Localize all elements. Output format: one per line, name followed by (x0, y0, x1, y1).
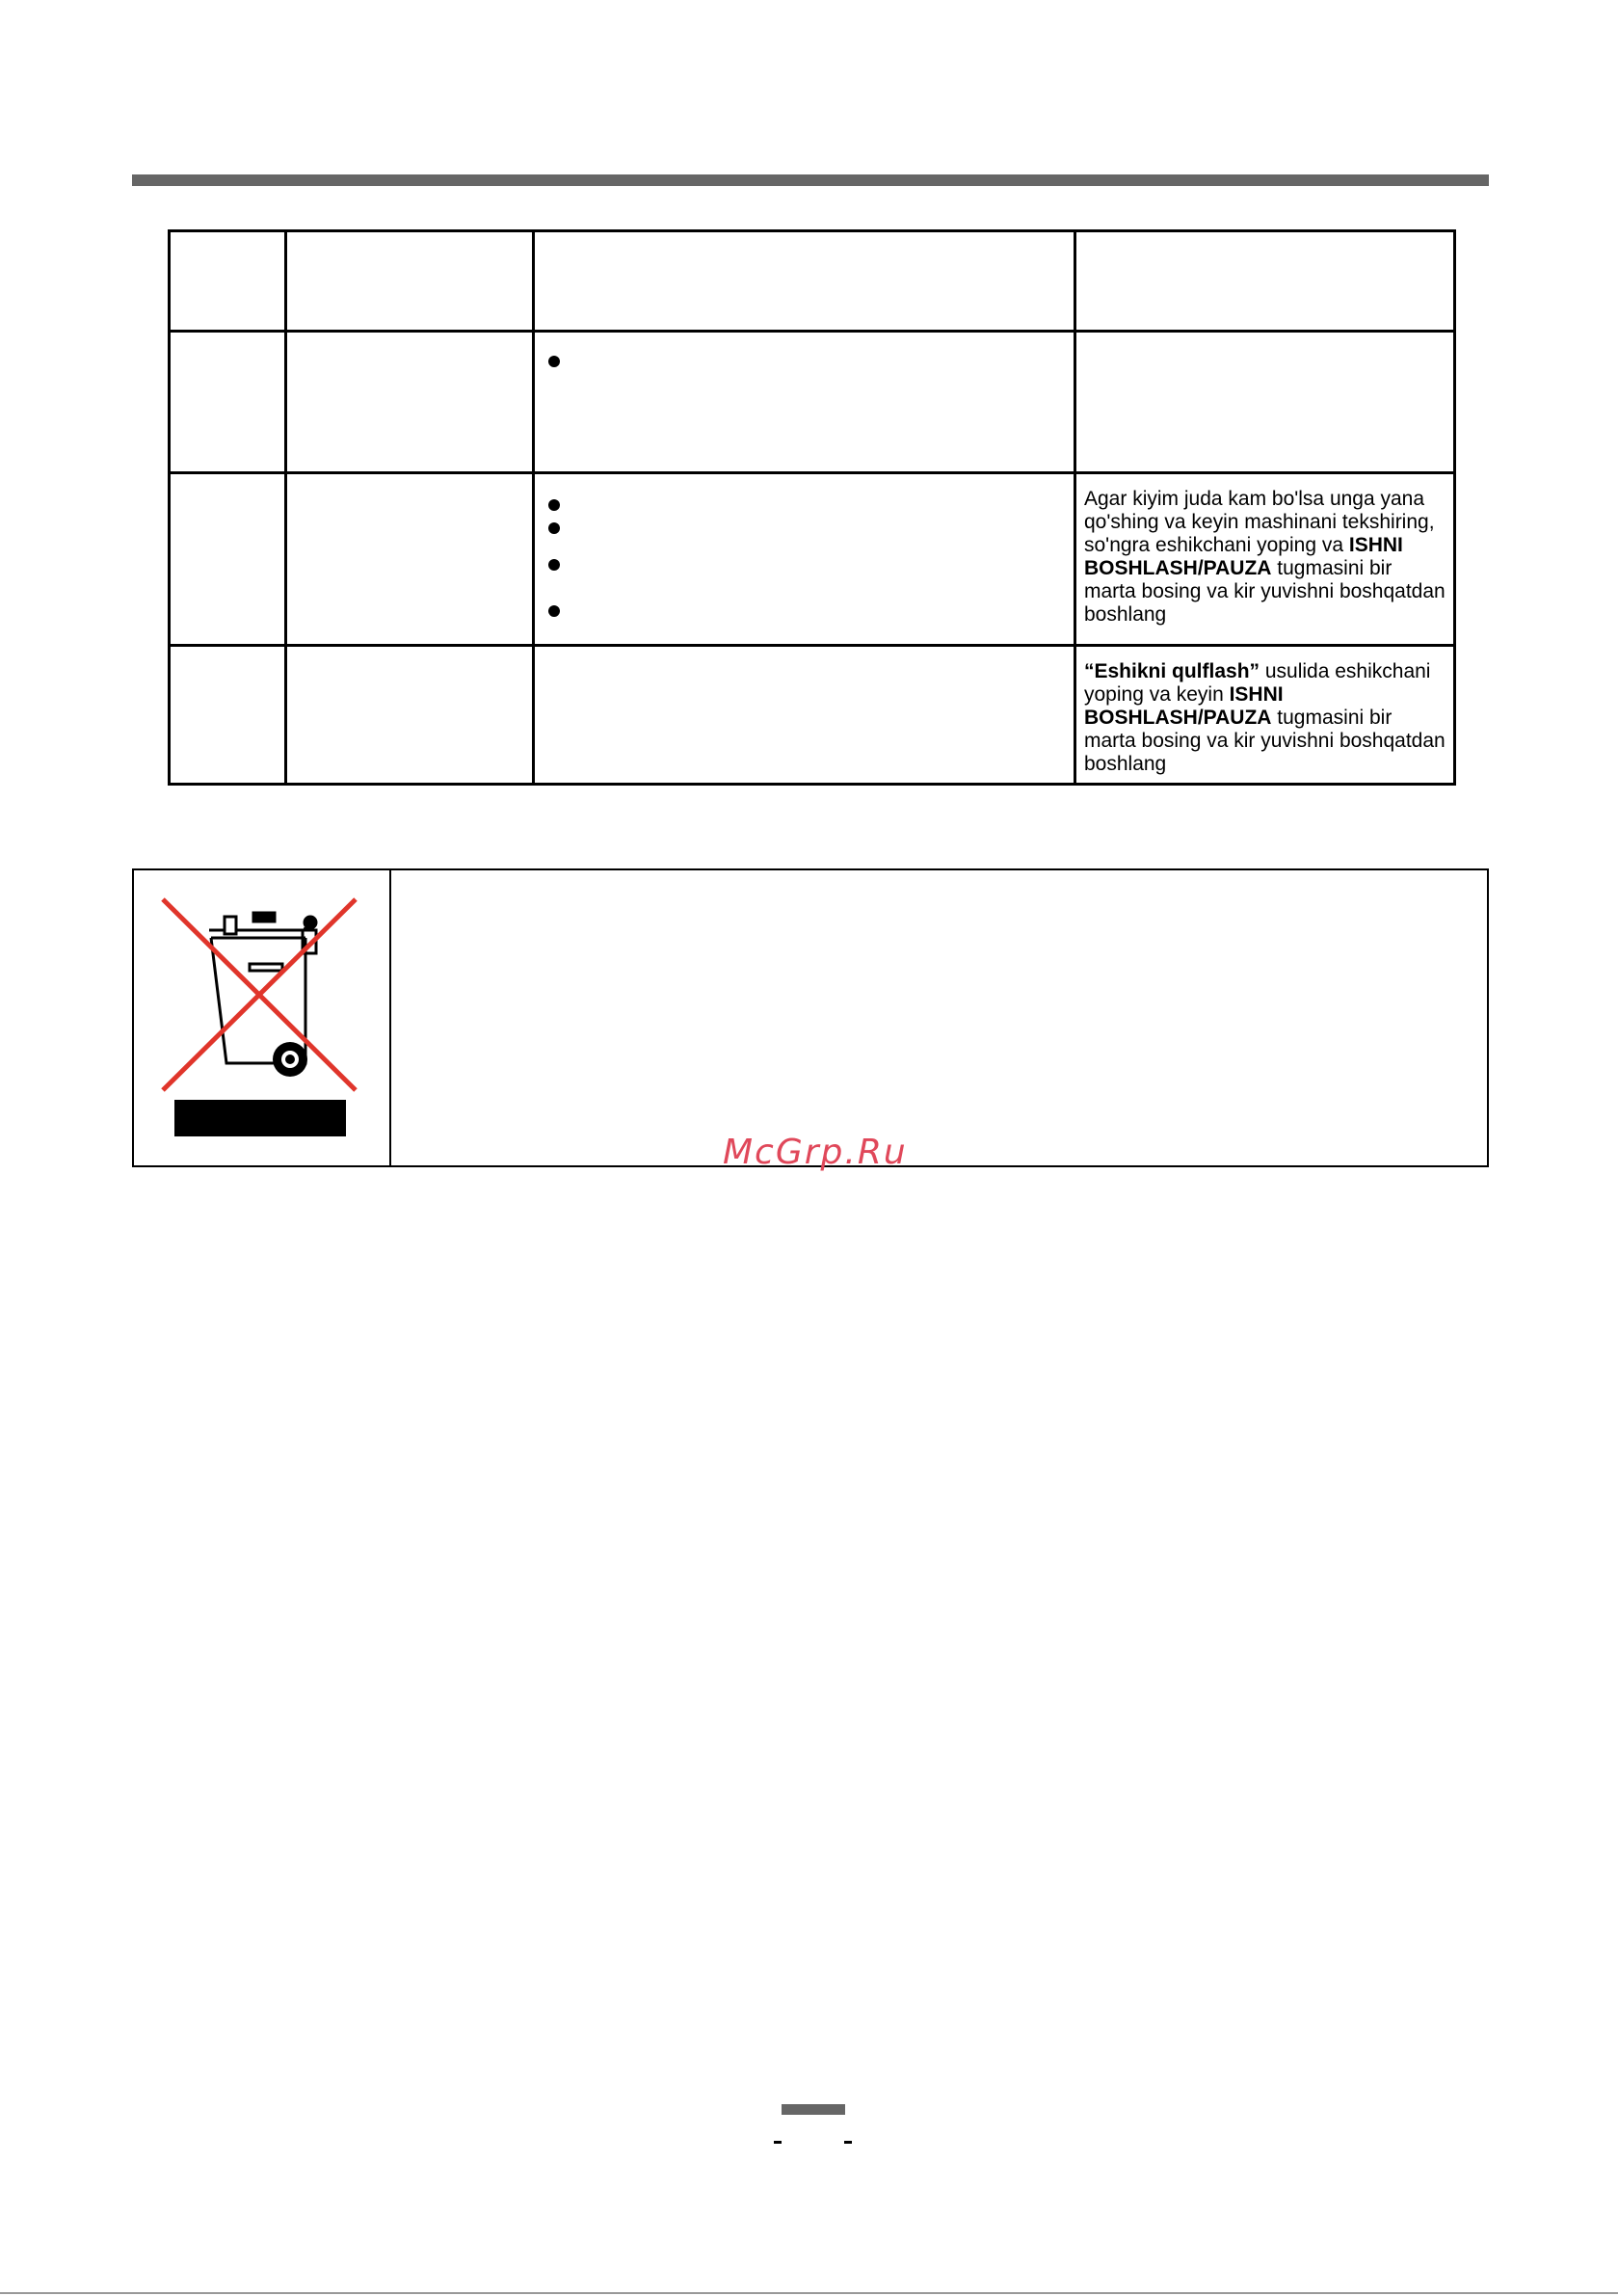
bullet-dot-icon (548, 356, 560, 367)
weee-disposal-notice (132, 868, 1489, 1167)
list-item (548, 352, 1074, 375)
list-item (548, 555, 1074, 601)
page-bottom-edge (0, 2292, 1618, 2294)
list-item (548, 495, 1074, 519)
troubleshooting-table (168, 229, 1456, 786)
bullet-dot-icon (548, 605, 560, 617)
header-cell-code (170, 231, 286, 332)
problem-cell (286, 473, 534, 646)
cause-cell (534, 332, 1075, 473)
problem-cell (286, 332, 534, 473)
solution-cell (1075, 646, 1455, 785)
table-row (170, 332, 1455, 473)
bullet-dot-icon (548, 499, 560, 511)
solution-cell (1075, 332, 1455, 473)
weee-icon-cell (134, 870, 391, 1165)
page-number-marker (782, 2104, 845, 2115)
crossed-out-wheelie-bin-icon (134, 870, 389, 1165)
table-header-row (170, 231, 1455, 332)
solution-text-part: Agar kiyim juda kam bo'lsa unga yana qo'shing va keyin mashinani tekshiring, so'ngra eshikchani yoping va (1084, 488, 1435, 556)
header-cell-problem (286, 231, 534, 332)
cause-list (535, 333, 1074, 375)
solution-text-part: tugmasini bir marta bosing va kir yuvishni boshqatdan boshlang (1084, 707, 1446, 775)
cause-list (535, 474, 1074, 625)
solution-text-part: tugmasini bir marta bosing va kir yuvishni boshqatdan boshlang (1084, 557, 1446, 626)
table-row (170, 646, 1455, 785)
list-item (548, 601, 1074, 625)
problem-cell (286, 646, 534, 785)
list-item (548, 519, 1074, 555)
bullet-dot-icon (548, 522, 560, 534)
header-cell-cause (534, 231, 1075, 332)
code-cell (170, 473, 286, 646)
page-dash-right (844, 2141, 852, 2144)
solution-text (1076, 647, 1453, 782)
code-cell (170, 646, 286, 785)
cause-cell (534, 646, 1075, 785)
watermark: McGrp.Ru (723, 1133, 908, 1172)
header-rule (132, 174, 1489, 186)
solution-text-part: usulida eshikchani yoping va keyin (1084, 660, 1431, 706)
header-cell-solution (1075, 231, 1455, 332)
page-dash-left (774, 2141, 782, 2144)
solution-method-name: “Eshikni qulflash” (1084, 660, 1260, 682)
cause-cell (534, 473, 1075, 646)
solution-button-name: ISHNI BOSHLASH/PAUZA (1084, 534, 1403, 579)
table-row (170, 473, 1455, 646)
bullet-dot-icon (548, 559, 560, 571)
code-cell (170, 332, 286, 473)
solution-text (1076, 474, 1453, 632)
solution-button-name: ISHNI BOSHLASH/PAUZA (1084, 683, 1284, 729)
solution-cell (1075, 473, 1455, 646)
